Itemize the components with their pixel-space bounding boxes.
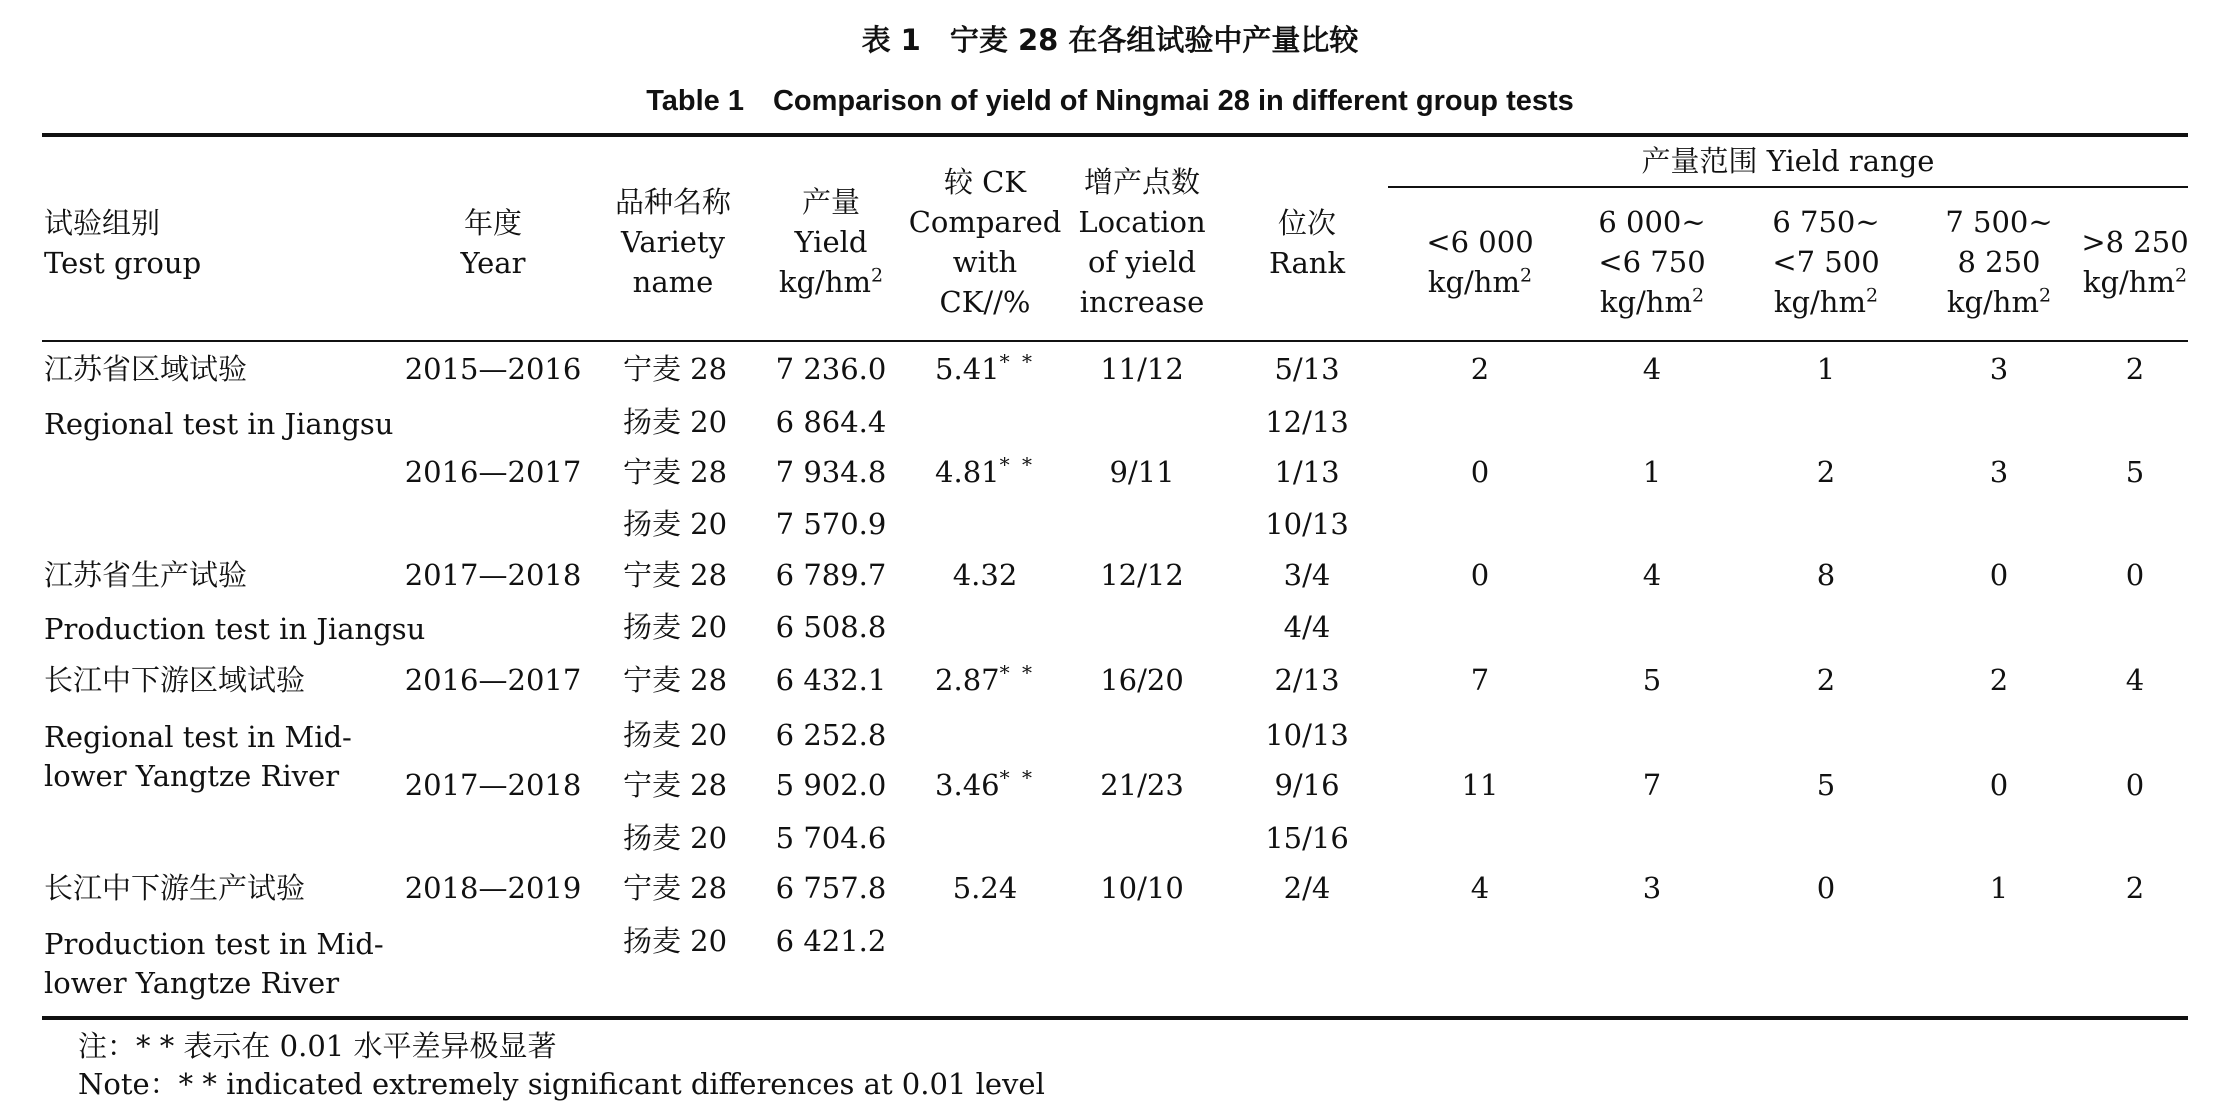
header-location-en-line2: of yield	[1087, 245, 1197, 279]
header-range-unit-text: kg/hm	[1427, 265, 1520, 299]
cell-range-1: 0	[1470, 558, 1490, 592]
cell-range-4: 3	[1989, 352, 2009, 386]
significance-mark: * *	[999, 349, 1035, 374]
cell-variety: 扬麦 20	[622, 610, 728, 644]
significance-mark: * *	[999, 660, 1035, 685]
group-label-g1-en: Regional test in Jiangsu	[44, 407, 394, 441]
cell-range-4: 0	[1989, 558, 2009, 592]
cell-range-5: 2	[2125, 352, 2145, 386]
cell-variety: 宁麦 28	[622, 455, 728, 489]
header-location-en-line3: increase	[1079, 285, 1205, 319]
header-ck-en-line3: CK//%	[939, 285, 1031, 319]
table-caption-cn: 表 1 宁麦 28 在各组试验中产量比较	[861, 23, 1359, 57]
header-compared-ck	[909, 162, 1062, 322]
cell-range-2: 3	[1642, 871, 1662, 905]
header-range-3	[1772, 202, 1879, 322]
cell-variety: 扬麦 20	[622, 924, 728, 958]
cell-variety: 宁麦 28	[622, 768, 728, 802]
header-rank-cn: 位次	[1277, 206, 1337, 240]
group-label-g4-en2: lower Yangtze River	[44, 966, 340, 1000]
cell-loc: 16/20	[1100, 663, 1184, 697]
header-year-cn: 年度	[463, 206, 523, 240]
header-range-unit-sup: 2	[2174, 264, 2188, 287]
header-yield-en: Yield	[794, 225, 868, 259]
cell-variety: 扬麦 20	[622, 507, 728, 541]
cell-year: 2016—2017	[404, 455, 582, 489]
header-range-line2: <6 750	[1598, 245, 1706, 279]
cell-year: 2018—2019	[404, 871, 582, 905]
cell-rank: 15/16	[1265, 821, 1349, 855]
header-range-unit-text: kg/hm	[1599, 285, 1692, 319]
cell-range-2: 4	[1642, 352, 1662, 386]
group-label-g4-cn: 长江中下游生产试验	[44, 871, 306, 905]
cell-ck-value: 5.24	[952, 871, 1018, 905]
header-range-unit	[2081, 262, 2188, 302]
cell-range-3: 5	[1816, 768, 1836, 802]
header-range-unit	[1426, 262, 1533, 302]
cell-range-4: 1	[1989, 871, 2009, 905]
header-range-2	[1598, 202, 1705, 322]
header-test-group	[44, 203, 201, 283]
header-range-unit-text: kg/hm	[2082, 265, 2175, 299]
header-location-cn: 增产点数	[1083, 165, 1201, 199]
group-label-g3-cn: 长江中下游区域试验	[44, 663, 306, 697]
cell-yield: 7 236.0	[775, 352, 887, 386]
cell-ck-value: 5.41	[935, 352, 1000, 386]
cell-variety: 扬麦 20	[622, 405, 728, 439]
cell-loc: 21/23	[1100, 768, 1184, 802]
cell-ck	[935, 453, 1035, 492]
header-ck-en-line2: with	[952, 245, 1018, 279]
cell-rank: 10/13	[1265, 507, 1349, 541]
cell-range-2: 4	[1642, 558, 1662, 592]
cell-range-1: 2	[1470, 352, 1490, 386]
header-location	[1078, 162, 1205, 322]
cell-range-4: 3	[1989, 455, 2009, 489]
bottom-rule	[42, 1016, 2188, 1020]
header-rank-en: Rank	[1268, 246, 1346, 280]
cell-yield: 6 864.4	[775, 405, 887, 439]
header-range-unit-sup: 2	[1519, 264, 1533, 287]
header-range-line2: 8 250	[1957, 245, 2041, 279]
cell-range-2: 7	[1642, 768, 1662, 802]
cell-rank: 2/4	[1283, 871, 1331, 905]
header-ck-cn: 较 CK	[943, 165, 1027, 199]
group-label-g3-en2: lower Yangtze River	[44, 759, 340, 793]
cell-variety: 宁麦 28	[622, 663, 728, 697]
cell-variety: 扬麦 20	[622, 821, 728, 855]
header-range-line1: <6 000	[1426, 225, 1534, 259]
cell-rank: 4/4	[1283, 610, 1331, 644]
cell-range-1: 4	[1470, 871, 1490, 905]
cell-rank: 3/4	[1283, 558, 1331, 592]
cell-ck-value: 3.46	[935, 768, 1000, 802]
note-en: Note：* * indicated extremely significant differences at 0.01 level	[78, 1067, 1045, 1101]
cell-range-4: 0	[1989, 768, 2009, 802]
header-yield-unit: $kg/hm^2$	[778, 264, 884, 299]
cell-range-3: 2	[1816, 455, 1836, 489]
significance-mark: * *	[999, 765, 1035, 790]
header-range-unit	[1945, 282, 2052, 322]
cell-year: 2016—2017	[404, 663, 582, 697]
header-location-en-line1: Location	[1078, 205, 1206, 239]
header-test-group-en: Test group	[44, 246, 202, 280]
header-range-line2: <7 500	[1772, 245, 1880, 279]
cell-yield: 6 789.7	[775, 558, 887, 592]
cell-ck	[935, 350, 1035, 389]
cell-yield: 6 757.8	[775, 871, 887, 905]
cell-yield: 6 421.2	[775, 924, 887, 958]
header-year-en: Year	[460, 246, 526, 280]
cell-ck	[935, 661, 1035, 700]
cell-rank: 10/13	[1265, 718, 1349, 752]
header-range-line1: >8 250	[2081, 225, 2189, 259]
group-label-g2-cn: 江苏省生产试验	[44, 558, 248, 592]
header-variety-en-line2: name	[632, 265, 714, 299]
cell-range-2: 1	[1642, 455, 1662, 489]
cell-ck-value: 4.81	[935, 455, 1000, 489]
header-range-unit-text: kg/hm	[1773, 285, 1866, 319]
cell-year: 2017—2018	[404, 558, 582, 592]
cell-range-5: 5	[2125, 455, 2145, 489]
cell-range-3: 8	[1816, 558, 1836, 592]
group-label-g3-en1: Regional test in Mid-	[44, 720, 352, 754]
cell-loc: 9/11	[1109, 455, 1175, 489]
cell-year: 2017—2018	[404, 768, 582, 802]
cell-rank: 12/13	[1265, 405, 1349, 439]
header-test-group-cn: 试验组别	[44, 206, 161, 240]
header-range-1	[1426, 222, 1533, 302]
cell-loc: 10/10	[1100, 871, 1184, 905]
cell-yield: 5 704.6	[775, 821, 887, 855]
group-label-g1-cn: 江苏省区域试验	[44, 352, 248, 386]
cell-range-5: 0	[2125, 558, 2145, 592]
cell-rank: 5/13	[1274, 352, 1340, 386]
header-range-unit	[1772, 282, 1879, 322]
cell-ck-value: 4.32	[952, 558, 1018, 592]
cell-range-3: 1	[1816, 352, 1836, 386]
cell-range-5: 0	[2125, 768, 2145, 802]
yield-range-rule	[1388, 186, 2188, 188]
cell-yield: 7 570.9	[775, 507, 887, 541]
cell-year: 2015—2016	[404, 352, 582, 386]
cell-rank: 2/13	[1274, 663, 1340, 697]
header-range-unit-sup: 2	[1865, 284, 1879, 307]
header-year	[461, 203, 526, 283]
header-yield-cn: 产量	[801, 185, 860, 219]
header-variety	[615, 182, 731, 302]
header-yield-range: 产量范围 Yield range	[1641, 144, 1935, 178]
header-range-line1: 6 750~	[1772, 205, 1880, 239]
cell-rank: 9/16	[1274, 768, 1340, 802]
header-ck-en-line1: Compared	[908, 205, 1062, 239]
header-variety-cn: 品种名称	[614, 185, 732, 219]
header-range-unit-text: kg/hm	[1946, 285, 2039, 319]
header-range-5	[2081, 222, 2188, 302]
cell-range-1: 11	[1461, 768, 1499, 802]
header-range-line1: 6 000~	[1598, 205, 1706, 239]
cell-ck	[953, 869, 1018, 908]
cell-yield: 7 934.8	[775, 455, 887, 489]
cell-yield: 6 432.1	[775, 663, 887, 697]
table-caption-en: Table 1 Comparison of yield of Ningmai 28 in different group tests	[646, 85, 1574, 117]
cell-ck	[935, 766, 1035, 805]
cell-variety: 扬麦 20	[622, 718, 728, 752]
group-label-g4-en1: Production test in Mid-	[44, 927, 384, 961]
top-rule	[42, 133, 2188, 137]
cell-yield: 6 252.8	[775, 718, 887, 752]
header-rank	[1269, 203, 1345, 283]
group-label-g2-en: Production test in Jiangsu	[44, 612, 426, 646]
header-yield	[779, 182, 883, 302]
cell-range-1: 7	[1470, 663, 1490, 697]
cell-yield: 5 902.0	[775, 768, 887, 802]
cell-rank: 1/13	[1274, 455, 1340, 489]
header-variety-en-line1: Variety	[621, 225, 725, 259]
cell-variety: 宁麦 28	[622, 871, 728, 905]
cell-range-2: 5	[1642, 663, 1662, 697]
cell-yield: 6 508.8	[775, 610, 887, 644]
cell-variety: 宁麦 28	[622, 558, 728, 592]
cell-variety: 宁麦 28	[622, 352, 728, 386]
header-rule	[42, 340, 2188, 342]
cell-ck	[953, 556, 1018, 595]
significance-mark: * *	[999, 452, 1035, 477]
header-range-4	[1945, 202, 2052, 322]
header-range-line1: 7 500~	[1945, 205, 2053, 239]
cell-range-1: 0	[1470, 455, 1490, 489]
header-range-unit-sup: 2	[1691, 284, 1705, 307]
note-cn: 注：* * 表示在 0.01 水平差异极显著	[78, 1029, 557, 1063]
cell-ck-value: 2.87	[935, 663, 1000, 697]
cell-range-5: 2	[2125, 871, 2145, 905]
header-range-unit-sup: 2	[2038, 284, 2052, 307]
cell-loc: 11/12	[1100, 352, 1184, 386]
cell-loc: 12/12	[1100, 558, 1184, 592]
header-range-unit	[1598, 282, 1705, 322]
cell-range-3: 2	[1816, 663, 1836, 697]
cell-range-4: 2	[1989, 663, 2009, 697]
cell-range-5: 4	[2125, 663, 2145, 697]
cell-range-3: 0	[1816, 871, 1836, 905]
